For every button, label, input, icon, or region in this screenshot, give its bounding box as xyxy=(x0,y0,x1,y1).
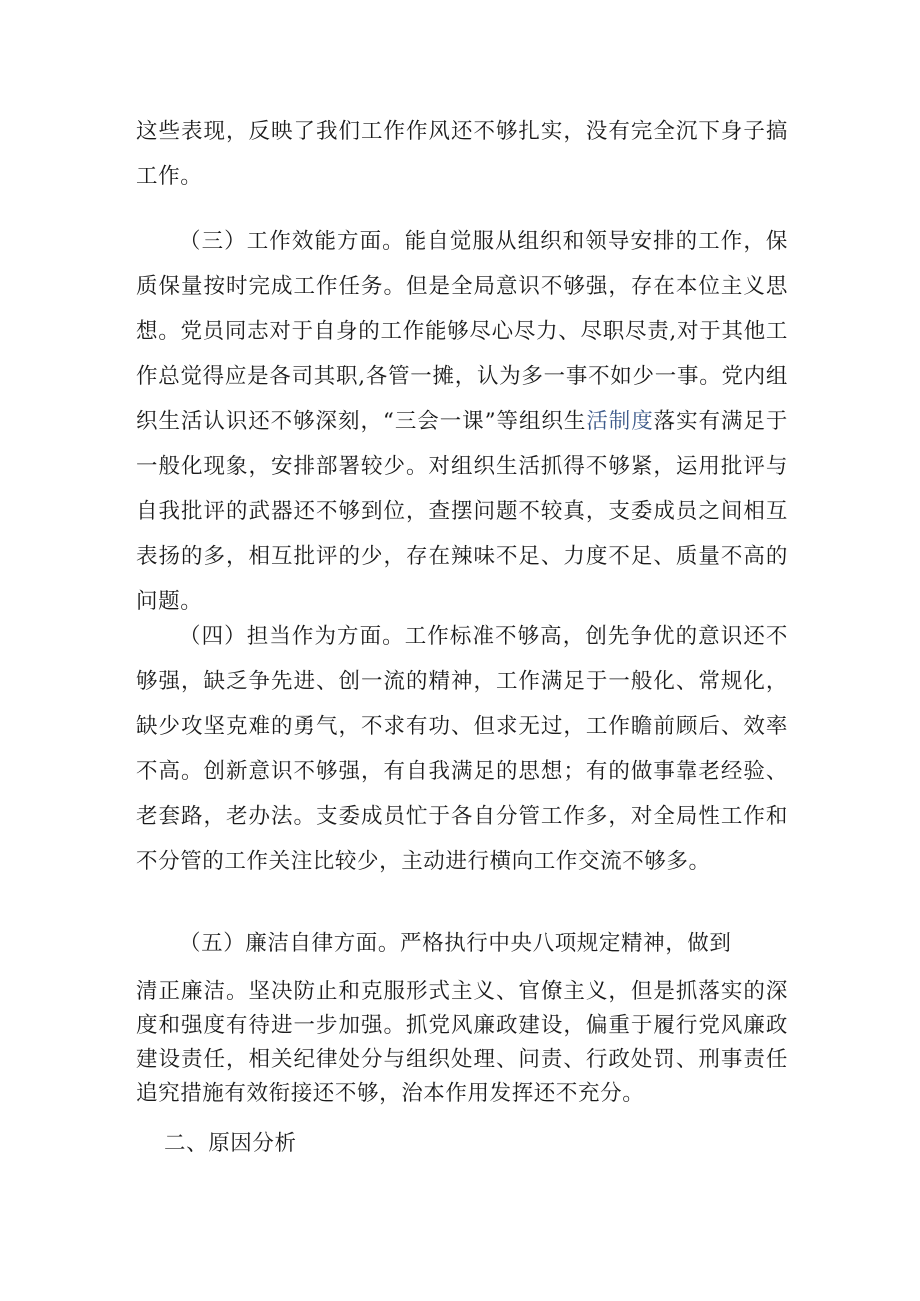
keyword-link-activity-system[interactable]: 活制度 xyxy=(586,409,654,434)
paragraph-work-efficiency-text-2: 落实有满足于一般化现象，安排部署较少。对组织生活抓得不够紧，运用批评与自我批评的武器还不够到位，查摆问题不较真，支委成员之间相互表扬的多，相互批评的少，存在辣味不足、力度不足、质量不高的问题。 xyxy=(136,409,788,614)
paragraph-responsibility: （四）担当作为方面。工作标准不够高，创先争优的意识还不够强，缺乏争先进、创一流的精神，工作满足于一般化、常规化，缺少攻坚克难的勇气，不求有功、但求无过，工作瞻前顾后、效率不高。创新意识不够强，有自我满足的思想；有的做事靠老经验、老套路，老办法。支委成员忙于各自分管工作多，对全局性工作和不分管的工作关注比较少，主动进行横向工作交流不够多。 xyxy=(136,624,788,874)
paragraph-work-efficiency-text-1: （三）工作效能方面。能自觉服从组织和领导安排的工作，保质保量按时完成工作任务。但是全局意识不够强，存在本位主义思想。党员同志对于自身的工作能够尽心尽力、尽职尽责,对于其他工作总觉得应是各司其职,各管一摊，认为多一事不如少一事。党内组织生活认识还不够深刻，“三会一课”等组织生 xyxy=(136,229,788,434)
paragraph-work-style-summary: 这些表现，反映了我们工作作风还不够扎实，没有完全沉下身子搞工作。 xyxy=(136,119,788,189)
paragraph-integrity-body: 清正廉洁。坚决防止和克服形式主义、官僚主义，但是抓落实的深度和强度有待进一步加强。抓党风廉政建设，偏重于履行党风廉政建设责任，相关纪律处分与组织处理、问责、行政处罚、刑事责任追究措施有效衔接还不够，治本作用发挥还不充分。 xyxy=(136,979,788,1106)
paragraph-integrity-heading-line: （五）廉洁自律方面。严格执行中央八项规定精神，做到 xyxy=(179,931,732,956)
section-heading-cause-analysis: 二、原因分析 xyxy=(164,1131,297,1156)
paragraph-work-efficiency xyxy=(136,219,788,624)
